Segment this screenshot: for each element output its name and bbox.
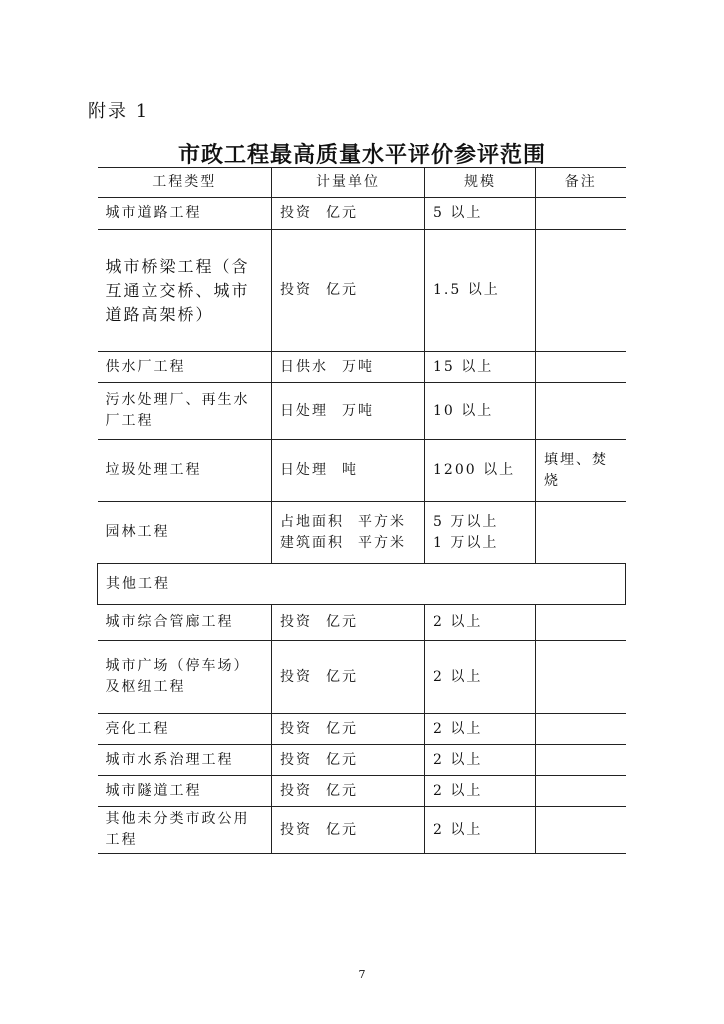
scale-cell: 10 以上: [425, 383, 536, 440]
type-cell: 污水处理厂、再生水厂工程: [98, 383, 272, 440]
group-row: [98, 564, 626, 605]
header-type: 工程类型: [98, 168, 272, 198]
type-cell: 城市广场（停车场）及枢纽工程: [98, 641, 272, 714]
unit-cell: [272, 776, 425, 807]
table-row: [98, 807, 626, 854]
type-cell: 城市综合管廊工程: [98, 605, 272, 641]
table-row: [98, 745, 626, 776]
unit-measure: 投资: [280, 720, 312, 737]
scale-cell: 2 以上: [425, 605, 536, 641]
unit-cell: [272, 807, 425, 854]
unit-cell: [272, 714, 425, 745]
page-number: 7: [358, 968, 366, 981]
unit-name: 亿元: [326, 821, 358, 838]
unit-name: 亿元: [326, 614, 358, 630]
note-cell: [536, 383, 626, 440]
unit-cell: [272, 641, 425, 714]
type-cell: 其他未分类市政公用工程: [98, 807, 272, 854]
scale-cell: 1200 以上: [425, 440, 536, 502]
unit-name: 亿元: [326, 720, 358, 737]
unit-measure: 日处理: [280, 462, 328, 478]
unit-measure: 日供水: [280, 358, 328, 375]
table-row: [98, 198, 626, 230]
unit-measure: 投资: [280, 282, 312, 298]
table-row: [98, 605, 626, 641]
table-row: [98, 440, 626, 502]
type-cell: 城市道路工程: [98, 198, 272, 230]
note-cell: 填埋、焚烧: [536, 440, 626, 502]
table-row: [98, 776, 626, 807]
type-cell: 亮化工程: [98, 714, 272, 745]
unit-cell: [272, 605, 425, 641]
scale-line: 1 万以上: [433, 534, 499, 551]
scale-cell: 5 以上: [425, 198, 536, 230]
document-title: 市政工程最高质量水平评价参评范围: [177, 142, 546, 168]
note-cell: [536, 605, 626, 641]
unit-name: 万吨: [342, 402, 374, 419]
unit-name: 平方米: [358, 513, 406, 530]
scope-table: [97, 167, 626, 854]
header-unit: 计量单位: [272, 168, 425, 198]
table-row: [98, 230, 626, 352]
unit-measure: 日处理: [280, 402, 328, 419]
note-cell: [536, 352, 626, 383]
type-cell: 城市水系治理工程: [98, 745, 272, 776]
unit-measure: 投资: [280, 782, 312, 799]
group-label: 其他工程: [98, 564, 626, 605]
type-cell: 城市隧道工程: [98, 776, 272, 807]
unit-measure: 投资: [280, 821, 312, 838]
unit-name: 万吨: [342, 358, 374, 375]
header-scale: 规模: [425, 168, 536, 198]
scale-cell: 1.5 以上: [425, 230, 536, 352]
unit-name: 平方米: [358, 534, 406, 551]
unit-measure: 占地面积: [280, 513, 344, 530]
note-cell: [536, 641, 626, 714]
unit-name: 吨: [342, 462, 358, 478]
unit-line: [280, 512, 416, 533]
note-cell: [536, 502, 626, 564]
note-cell: [536, 745, 626, 776]
table-header-row: [98, 168, 626, 198]
table-row: [98, 502, 626, 564]
note-cell: [536, 776, 626, 807]
unit-name: 亿元: [326, 282, 358, 298]
unit-measure: 投资: [280, 614, 312, 630]
unit-cell: [272, 198, 425, 230]
scale-cell: 2 以上: [425, 807, 536, 854]
unit-name: 亿元: [326, 782, 358, 799]
unit-cell: [272, 745, 425, 776]
scale-cell: 2 以上: [425, 776, 536, 807]
note-cell: [536, 807, 626, 854]
type-cell: 城市桥梁工程（含互通立交桥、城市道路高架桥）: [98, 230, 272, 352]
note-cell: [536, 230, 626, 352]
type-cell: 园林工程: [98, 502, 272, 564]
unit-name: 亿元: [326, 205, 358, 221]
table-row: [98, 383, 626, 440]
scale-cell: 15 以上: [425, 352, 536, 383]
unit-measure: 投资: [280, 205, 312, 221]
unit-cell: [272, 383, 425, 440]
unit-line: [280, 533, 416, 554]
type-cell: 供水厂工程: [98, 352, 272, 383]
scale-cell: 2 以上: [425, 641, 536, 714]
table-row: [98, 714, 626, 745]
unit-cell: [272, 230, 425, 352]
unit-cell: [272, 352, 425, 383]
unit-name: 亿元: [326, 668, 358, 685]
unit-name: 亿元: [326, 751, 358, 768]
scale-line: 5 万以上: [433, 513, 499, 530]
scale-cell: [425, 502, 536, 564]
table-row: [98, 641, 626, 714]
unit-measure: 投资: [280, 668, 312, 685]
header-note: 备注: [536, 168, 626, 198]
type-cell: 垃圾处理工程: [98, 440, 272, 502]
note-cell: [536, 198, 626, 230]
unit-cell: [272, 502, 425, 564]
unit-measure: 建筑面积: [280, 534, 344, 551]
appendix-label: 附录 1: [88, 101, 150, 122]
note-cell: [536, 714, 626, 745]
unit-cell: [272, 440, 425, 502]
scale-cell: 2 以上: [425, 745, 536, 776]
scale-cell: 2 以上: [425, 714, 536, 745]
table-row: [98, 352, 626, 383]
unit-measure: 投资: [280, 751, 312, 768]
